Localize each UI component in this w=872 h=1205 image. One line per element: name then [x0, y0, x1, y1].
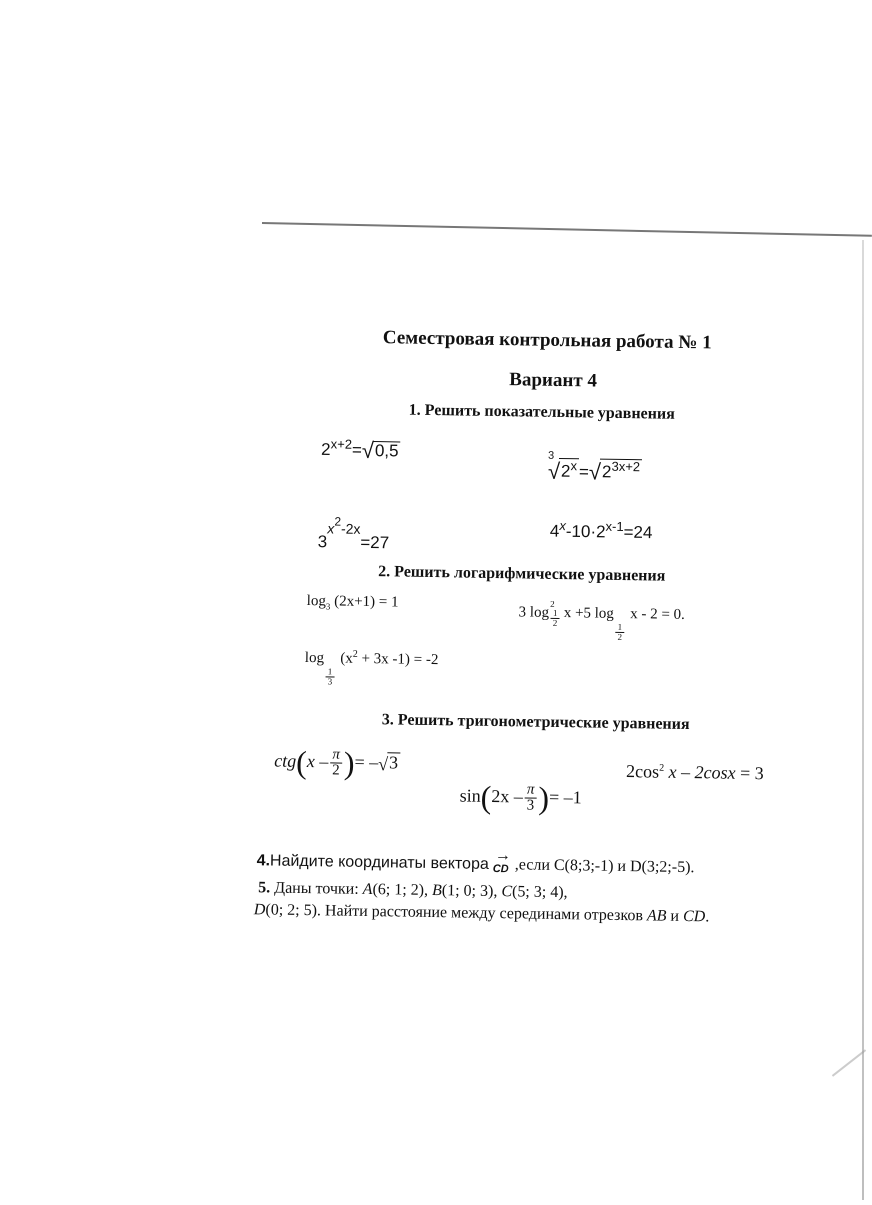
vector-arrow-icon: → — [494, 847, 512, 865]
sqrt-icon: √ — [361, 437, 375, 463]
trig-equation-3: $2\cos^2$ x – 2cosx = 3 — [625, 761, 764, 784]
section1-heading: 1. Решить показательные уравнения — [408, 401, 675, 423]
variant-label: Вариант 4 — [509, 369, 598, 392]
section2-heading: 2. Решить логарифмические уравнения — [378, 563, 666, 585]
exp-equation-2: $^3√2^x=√2^{3x+2}$ — [547, 449, 641, 485]
sqrt-icon: √ — [588, 459, 602, 485]
log-equation-2: 3 log 2 $\frac{1}{2}$ x +5 log $\frac{1}{2}$ x - 2 = 0. — [518, 598, 685, 643]
section3-heading: 3. Решить тригонометрические уравнения — [381, 711, 690, 734]
exp-equation-4: $4^x-10\cdot 2^{x-1}=24$ — [549, 517, 653, 543]
log-equation-1: $\log_3 (2x+1) = 1$ — [306, 593, 399, 612]
sqrt-icon: √ — [378, 754, 389, 775]
trig-equation-2: sin(2x – $\frac{\pi}{3}$ )= –1 — [459, 778, 582, 816]
trig-equation-1: ctg(x – $\frac{\pi}{2}$ )= –√3 — [274, 743, 399, 781]
task5-line2: D(0; 2; 5). Найти расстояние между серединами отрезков AB и CD. — [253, 901, 710, 926]
log-equation-3: log $\frac{1}{3}$ ($x^2 + 3x$ -1) = -2 — [304, 648, 439, 687]
exp-equation-1: $2^{x+2}=√0,5$ — [320, 436, 399, 463]
cube-root-icon: √ — [547, 458, 561, 484]
exp-equation-3: $3^{x2-2x}=27$ — [317, 514, 390, 553]
page-title: Семестровая контрольная работа № 1 — [382, 327, 712, 354]
task4-text: 4.Найдите координаты вектора → CD ,если C(8;3;-1) и D(3;2;-5). — [256, 847, 695, 877]
task5-line1: 5. Даны точки: A(6; 1; 2), B(1; 0; 3), C(5; 3; 4), — [258, 879, 568, 902]
